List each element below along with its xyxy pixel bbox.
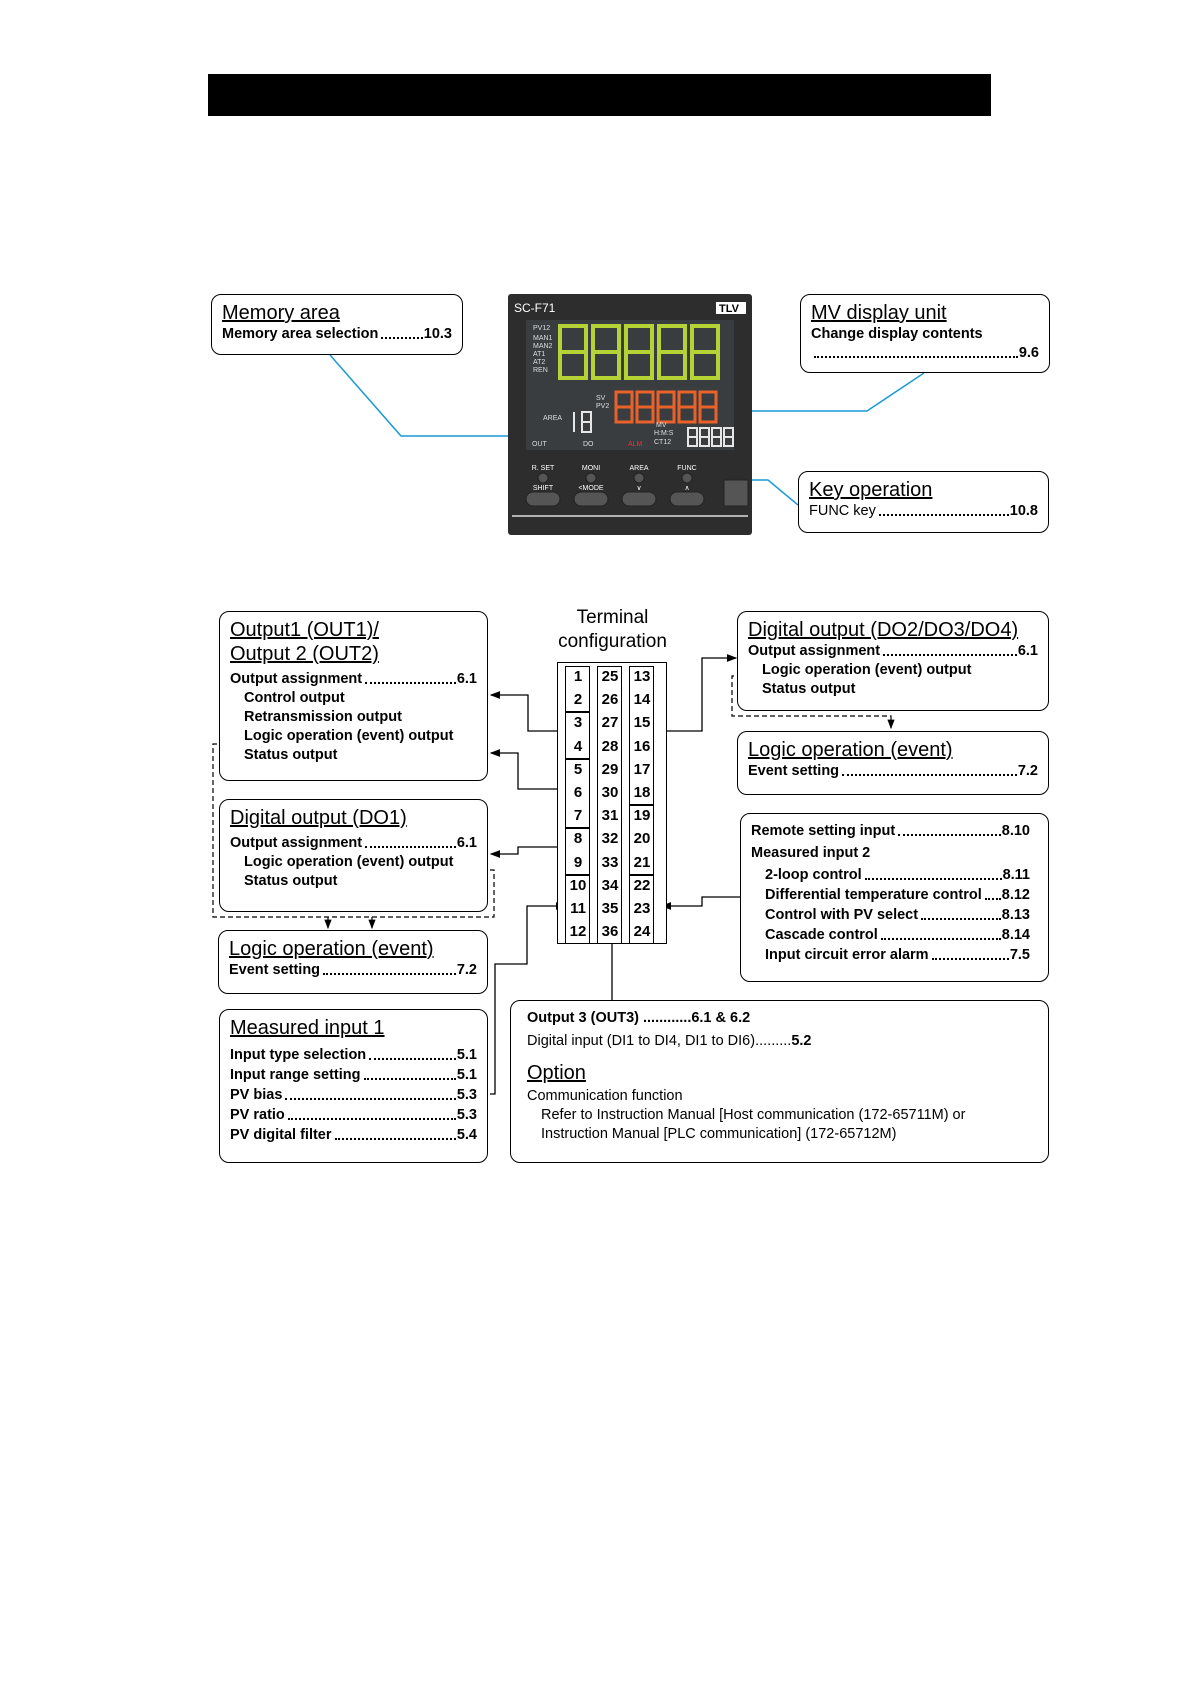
connector xyxy=(491,847,566,854)
ref-row: Event setting 7.2 xyxy=(229,962,477,978)
measured-input-1-box xyxy=(219,1009,488,1163)
header-bar xyxy=(208,74,991,116)
connector xyxy=(491,753,566,789)
terminal-number: 28 xyxy=(601,737,619,755)
terminal-number: 1 xyxy=(573,668,583,685)
ref-row: PV bias 5.3 xyxy=(230,1087,477,1103)
key-label: ∧ xyxy=(684,485,690,492)
out3-row: Output 3 (OUT3) ............6.1 & 6.2 xyxy=(527,1010,751,1026)
terminal-number: 12 xyxy=(569,923,587,941)
ref-row: Control with PV select 8.13 xyxy=(765,907,1030,923)
terminal-number: 5 xyxy=(573,760,583,778)
sv-label: SV xyxy=(596,395,606,402)
item: Status output xyxy=(244,747,338,763)
ref-row: Input range setting 5.1 xyxy=(230,1067,477,1083)
key-label: MONI xyxy=(581,465,601,472)
brand-logo: TLV xyxy=(719,303,739,315)
terminal-number: 18 xyxy=(633,784,651,801)
memory-area-callout xyxy=(211,294,463,355)
key-label: R. SET xyxy=(531,465,555,472)
ref-row: Input circuit error alarm 7.5 xyxy=(765,947,1030,963)
controller-illustration xyxy=(508,294,752,535)
ref-row: Input type selection 5.1 xyxy=(230,1047,477,1063)
key-label: SHIFT xyxy=(532,485,554,492)
terminal-number: 11 xyxy=(570,900,586,917)
item: Logic operation (event) output xyxy=(244,728,454,744)
output1-title: Output1 (OUT1)/ xyxy=(230,619,379,641)
lcd-label: MAN1 xyxy=(533,335,553,342)
refer-text: Refer to Instruction Manual [Host communication (172-65711M) or xyxy=(541,1107,966,1123)
output2-title: Output 2 (OUT2) xyxy=(230,643,379,665)
terminal-block xyxy=(557,662,667,944)
terminal-number: 27 xyxy=(601,714,619,732)
logic-left-title: Logic operation (event) xyxy=(229,938,434,960)
terminal-number: 24 xyxy=(633,923,651,941)
terminal-number: 16 xyxy=(633,737,651,755)
terminal-number: 4 xyxy=(573,737,583,755)
terminal-number: 7 xyxy=(573,807,583,825)
terminal-number: 8 xyxy=(573,830,583,848)
connector xyxy=(491,695,566,731)
output1-2-box xyxy=(219,611,488,781)
do1-title: Digital output (DO1) xyxy=(230,807,407,829)
item: Status output xyxy=(762,681,856,697)
terminal-number: 29 xyxy=(601,760,619,778)
mi1-title: Measured input 1 xyxy=(230,1017,385,1039)
model-label: SC-F71 xyxy=(514,301,556,315)
terminal-number: 36 xyxy=(601,923,619,941)
item: Logic operation (event) output xyxy=(762,662,972,678)
ref-row: Output assignment 6.1 xyxy=(230,835,477,851)
do1-box xyxy=(219,799,488,912)
terminal-number: 35 xyxy=(601,900,619,917)
terminal-number: 17 xyxy=(633,760,651,778)
memory-area-title: Memory area xyxy=(222,302,340,324)
terminal-number: 19 xyxy=(633,807,651,825)
item: Retransmission output xyxy=(244,709,402,725)
rset-shift-key[interactable] xyxy=(526,492,560,506)
terminal-number: 20 xyxy=(633,830,651,848)
mv-callout-line xyxy=(734,373,924,411)
terminal-title: Terminal configuration xyxy=(558,607,667,652)
lcd-label: AT2 xyxy=(533,359,546,366)
connector xyxy=(662,897,740,906)
lcd-label: PV12 xyxy=(533,325,551,332)
alm-label: ALM xyxy=(628,441,643,448)
logic-event-left-box xyxy=(218,930,488,994)
ref-row: Differential temperature control 8.12 xyxy=(765,887,1030,903)
item: Logic operation (event) output xyxy=(244,854,454,870)
ref-row: Output assignment 6.1 xyxy=(230,671,477,687)
terminal-number: 13 xyxy=(633,668,651,685)
terminal-number: 23 xyxy=(633,900,651,917)
terminal-number: 31 xyxy=(601,807,619,825)
terminal-number: 9 xyxy=(573,853,583,871)
connector xyxy=(667,658,736,731)
terminal-number: 22 xyxy=(633,876,651,894)
out-label: OUT xyxy=(532,441,547,448)
item: Control output xyxy=(244,690,345,706)
terminal-number: 14 xyxy=(633,691,651,709)
area-down-key[interactable] xyxy=(622,492,656,506)
do234-box xyxy=(737,611,1049,711)
mv-label: MV xyxy=(656,422,667,429)
terminal-number: 10 xyxy=(569,876,587,894)
area-label: AREA xyxy=(543,415,563,422)
lcd-label: REN xyxy=(533,367,548,374)
option-title: Option xyxy=(527,1062,586,1084)
hms-label: H:M:S xyxy=(654,430,674,437)
key-label: FUNC xyxy=(677,465,697,472)
moni-mode-key[interactable] xyxy=(574,492,608,506)
key-operation-title: Key operation xyxy=(809,479,933,501)
terminal-number: 25 xyxy=(601,668,619,685)
key-label: <MODE xyxy=(578,485,604,492)
ref-row: Memory area selection 10.3 xyxy=(222,326,452,342)
lcd-label: MAN2 xyxy=(533,343,553,350)
ref-row: PV ratio 5.3 xyxy=(230,1107,477,1123)
item: Status output xyxy=(244,873,338,889)
ref-row: FUNC key 10.8 xyxy=(809,503,1038,519)
output3-option-box xyxy=(510,1000,1049,1163)
terminal-number: 34 xyxy=(601,876,619,894)
logic-event-right-box xyxy=(737,731,1049,795)
ref-row: Remote setting input 8.10 xyxy=(751,823,1030,839)
measured-input-2-heading: Measured input 2 xyxy=(751,845,871,861)
ref-row: 2-loop control 8.11 xyxy=(765,867,1030,883)
terminal-number: 15 xyxy=(633,714,651,732)
terminal-number: 26 xyxy=(601,691,619,709)
lcd-label: AT1 xyxy=(533,351,546,358)
terminal-number: 6 xyxy=(573,784,583,801)
terminal-number: 32 xyxy=(601,830,619,848)
logic-right-title: Logic operation (event) xyxy=(748,739,953,761)
do234-title: Digital output (DO2/DO3/DO4) xyxy=(748,619,1019,641)
ref-row: Output assignment 6.1 xyxy=(748,643,1038,659)
mv-label: Change display contents xyxy=(811,326,983,342)
key-label: ∨ xyxy=(636,485,642,492)
terminal-number: 2 xyxy=(573,691,583,709)
ct12-label: CT12 xyxy=(654,439,672,446)
do-label: DO xyxy=(583,441,594,448)
ref-row: Cascade control 8.14 xyxy=(765,927,1030,943)
digital-input-row: Digital input (DI1 to DI4, DI1 to DI6).........5.2 xyxy=(527,1033,812,1049)
terminal-number: 33 xyxy=(601,853,619,871)
communication-function: Communication function xyxy=(527,1088,683,1104)
ref-row: PV digital filter 5.4 xyxy=(230,1127,477,1143)
terminal-number: 3 xyxy=(573,714,583,732)
terminal-number: 30 xyxy=(601,784,619,801)
controller-front-panel xyxy=(508,294,752,535)
key-operation-callout xyxy=(798,471,1049,533)
refer-text: Instruction Manual [PLC communication] (172-65712M) xyxy=(541,1126,897,1142)
terminal-number: 21 xyxy=(633,853,651,871)
pv2-label: PV2 xyxy=(596,403,610,410)
ref-row: 9.6 xyxy=(811,344,1039,363)
mv-display-callout xyxy=(800,294,1050,373)
mv-display-title: MV display unit xyxy=(811,302,947,324)
ref-row: Event setting 7.2 xyxy=(748,763,1038,779)
key-label: AREA xyxy=(629,465,649,472)
func-up-key[interactable] xyxy=(670,492,704,506)
remote-input-box xyxy=(740,813,1049,982)
